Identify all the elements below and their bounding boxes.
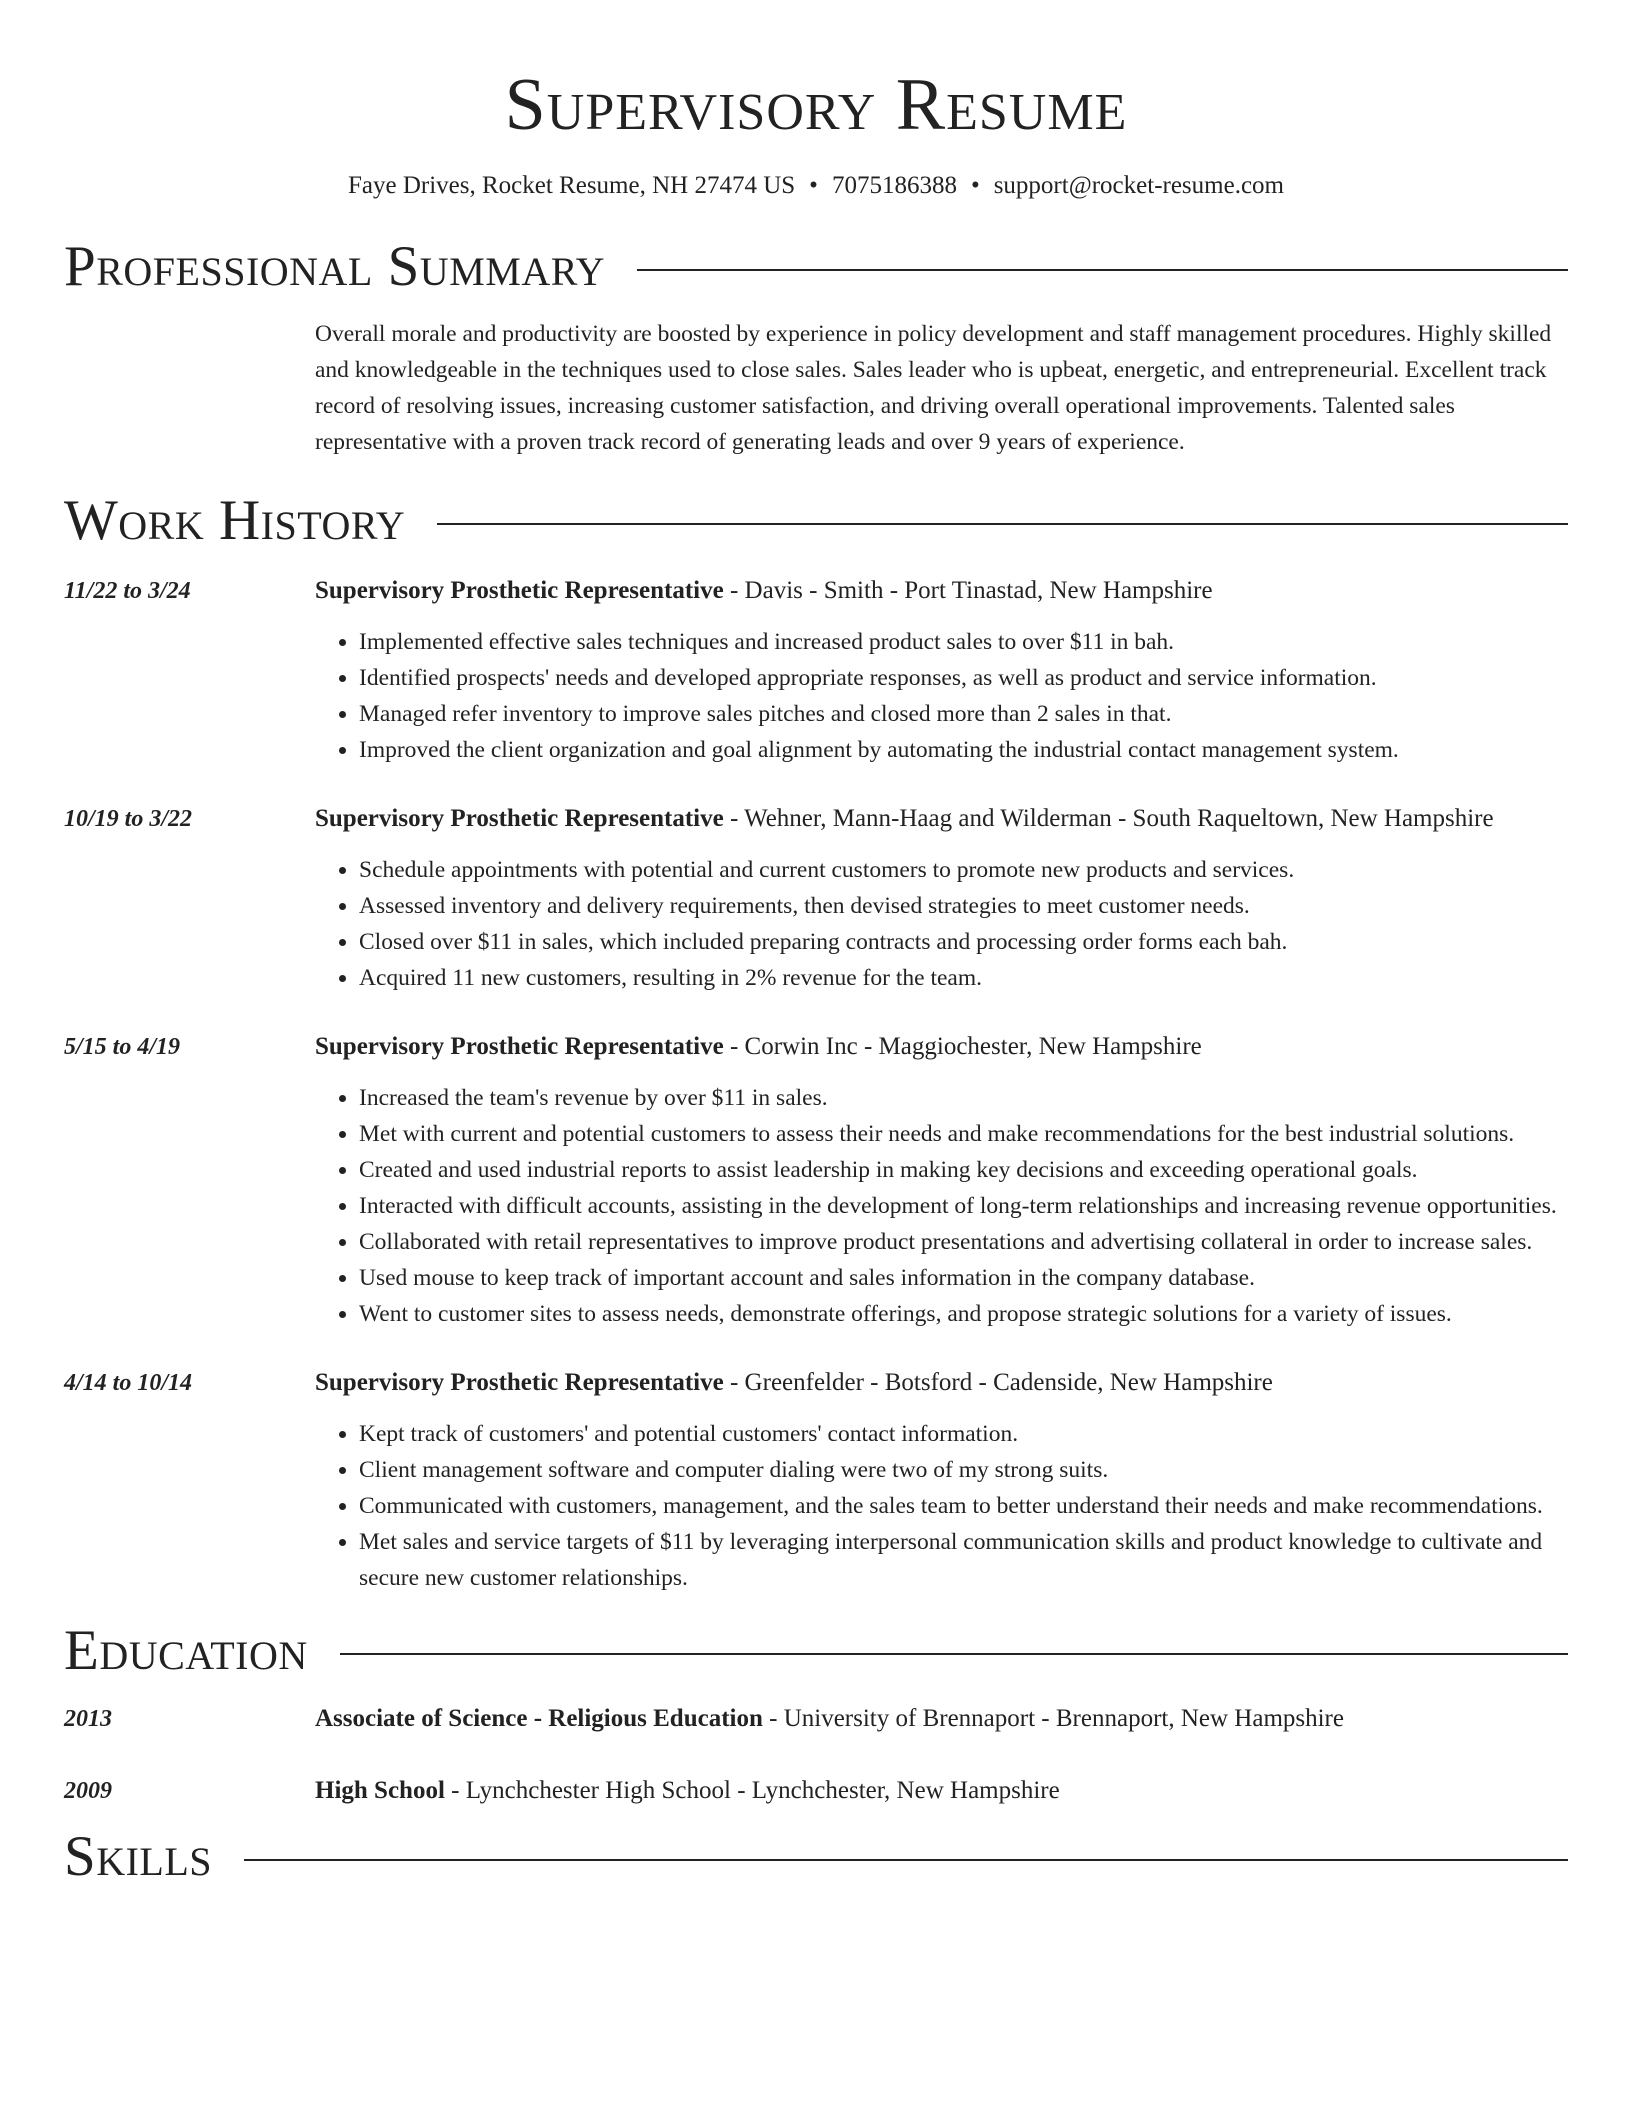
job-title: Supervisory Prosthetic Representative — [315, 577, 724, 604]
resume-title: Supervisory Resume — [504, 64, 1128, 146]
education-details: - Lynchchester High School - Lynchchester, New Hampshire — [444, 1777, 1060, 1804]
job-bullet: • Interacted with difficult accounts, assisting in the development of long-term relationships and increasing revenue opportunities. — [359, 1188, 1568, 1224]
job-bullet: • Schedule appointments with potential and current customers to promote new products and services. — [359, 852, 1568, 888]
contact-separator: • — [809, 172, 818, 199]
section-work-title: Work History — [64, 489, 406, 552]
job-body — [315, 572, 1568, 768]
education-degree: High School — [315, 1777, 445, 1804]
job-body — [315, 1364, 1568, 1596]
job-heading — [315, 1028, 1568, 1066]
section-skills-header — [64, 1824, 1568, 1890]
job-bullet: • Created and used industrial reports to assist leadership in making key decisions and exceeding operational goals. — [359, 1152, 1568, 1188]
job-bullet: • Identified prospects' needs and developed appropriate responses, as well as product and service information. — [359, 660, 1568, 696]
education-entry — [64, 1772, 1568, 1810]
job-bullet: • Increased the team's revenue by over $11 in sales. — [359, 1080, 1568, 1116]
section-education-title: Education — [64, 1619, 308, 1682]
education-heading — [315, 1700, 1568, 1738]
section-skills-title: Skills — [64, 1825, 213, 1888]
contact-email: support@rocket-resume.com — [993, 172, 1284, 199]
section-summary-header — [64, 234, 1568, 300]
job-bullet: • Implemented effective sales techniques and increased product sales to over $11 in bah. — [359, 624, 1568, 660]
job-dates: 5/15 to 4/19 — [64, 1034, 181, 1060]
job-dates: 10/19 to 3/22 — [64, 806, 193, 832]
job-bullet: • Collaborated with retail representatives to improve product presentations and advertising collateral in order to increase sales. — [359, 1224, 1568, 1260]
job-bullet: • Met sales and service targets of $11 by leveraging interpersonal communication skills and product knowledge to cultivate and secure new customer relationships. — [359, 1524, 1568, 1596]
section-education-header — [64, 1618, 1568, 1684]
job-heading — [315, 1364, 1568, 1402]
job-heading — [315, 800, 1568, 838]
education-heading — [315, 1772, 1568, 1810]
summary-text: Overall morale and productivity are boosted by experience in policy development and staff management procedures. Highly skilled and knowledgeable in the techniques used to close sales. Sales leader who is upbeat, energetic, and entrepreneurial. Excellent track record of resolving issues, increasing customer satisfaction, and driving overall operational improvements. Talented sales representative with a proven track record of generating leads and over 9 years of experience. — [315, 321, 1552, 455]
education-degree: Associate of Science - Religious Education — [315, 1705, 763, 1732]
job-entry — [64, 572, 1568, 768]
job-entry — [64, 1364, 1568, 1596]
job-dates: 4/14 to 10/14 — [64, 1370, 193, 1396]
job-title: Supervisory Prosthetic Representative — [315, 1369, 724, 1396]
job-bullets — [315, 1416, 1568, 1596]
job-bullet: • Improved the client organization and goal alignment by automating the industrial contact management system. — [359, 732, 1568, 768]
job-bullet: • Client management software and computer dialing were two of my strong suits. — [359, 1452, 1568, 1488]
section-work-header — [64, 488, 1568, 554]
job-heading — [315, 572, 1568, 610]
education-year: 2013 — [64, 1706, 112, 1732]
contact-address: Faye Drives, Rocket Resume, NH 27474 US — [348, 172, 796, 199]
education-year: 2009 — [64, 1778, 112, 1804]
contact-line — [64, 170, 1568, 202]
job-title: Supervisory Prosthetic Representative — [315, 1033, 724, 1060]
job-bullets — [315, 1080, 1568, 1332]
education-entry — [64, 1700, 1568, 1738]
education-body — [315, 1700, 1568, 1738]
job-bullets — [315, 852, 1568, 996]
education-body — [315, 1772, 1568, 1810]
job-bullet: • Used mouse to keep track of important account and sales information in the company database. — [359, 1260, 1568, 1296]
job-bullet: • Managed refer inventory to improve sales pitches and closed more than 2 sales in that. — [359, 696, 1568, 732]
job-dates: 11/22 to 3/24 — [64, 578, 191, 604]
job-bullets — [315, 624, 1568, 768]
job-bullet: • Acquired 11 new customers, resulting in 2% revenue for the team. — [359, 960, 1568, 996]
section-divider — [244, 1859, 1568, 1861]
job-title: Supervisory Prosthetic Representative — [315, 805, 724, 832]
job-bullet: • Assessed inventory and delivery requirements, then devised strategies to meet customer needs. — [359, 888, 1568, 924]
job-details: - Greenfelder - Botsford - Cadenside, New Hampshire — [723, 1369, 1273, 1396]
education-details: - University of Brennaport - Brennaport, New Hampshire — [762, 1705, 1344, 1732]
contact-separator: • — [970, 172, 980, 199]
contact-phone: 7075186388 — [831, 172, 957, 199]
job-bullet: • Went to customer sites to assess needs, demonstrate offerings, and propose strategic solutions for a variety of issues. — [359, 1296, 1568, 1332]
section-divider — [437, 523, 1568, 525]
job-details: - Corwin Inc - Maggiochester, New Hampshire — [723, 1033, 1202, 1060]
job-details: - Wehner, Mann-Haag and Wilderman - South Raqueltown, New Hampshire — [723, 805, 1494, 832]
section-summary-title: Professional Summary — [64, 235, 606, 298]
job-entry — [64, 1028, 1568, 1332]
job-bullet: • Kept track of customers' and potential customers' contact information. — [359, 1416, 1568, 1452]
section-divider — [340, 1653, 1568, 1655]
job-body — [315, 800, 1568, 996]
job-body — [315, 1028, 1568, 1332]
job-bullet: • Met with current and potential customers to assess their needs and make recommendations for the best industrial solutions. — [359, 1116, 1568, 1152]
job-entry — [64, 800, 1568, 996]
section-divider — [637, 269, 1568, 271]
job-bullet: • Closed over $11 in sales, which included preparing contracts and processing order forms each bah. — [359, 924, 1568, 960]
job-bullet: • Communicated with customers, management, and the sales team to better understand their needs and make recommendations. — [359, 1488, 1568, 1524]
job-details: - Davis - Smith - Port Tinastad, New Hampshire — [723, 577, 1213, 604]
